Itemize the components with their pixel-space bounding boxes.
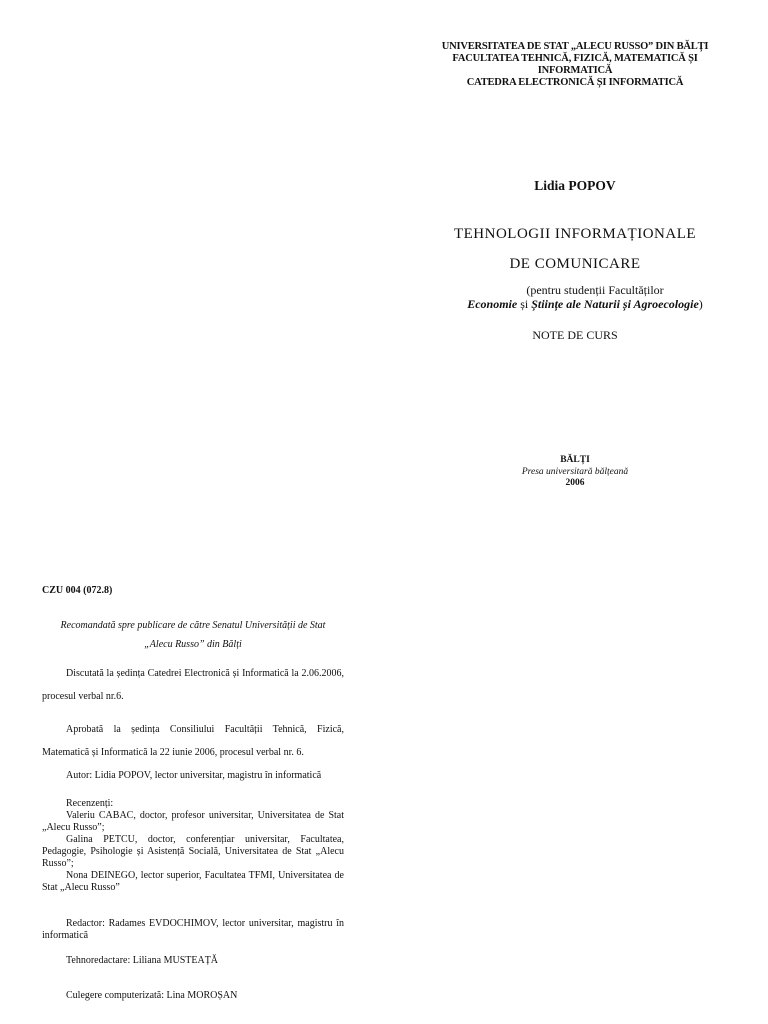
recommendation-line-1: Recomandată spre publicare de către Senatul Universității de Stat: [60, 620, 326, 631]
faculty-name-line1: FACULTATEA TEHNICĂ, FIZICĂ, MATEMATICĂ ȘI: [452, 53, 698, 64]
audience-close: ): [698, 297, 703, 311]
course-notes-label: NOTE DE CURS: [532, 328, 618, 342]
faculty-name-line2: INFORMATICĂ: [537, 65, 613, 76]
computer-input-credit: Culegere computerizată: Lina MOROȘAN: [66, 990, 238, 1001]
editor-credit: Redactor: Radames EVDOCHIMOV, lector universitar, magistru în informatică: [42, 918, 344, 941]
university-header: [420, 41, 730, 89]
publication-year: 2006: [565, 478, 585, 488]
title-line-2: DE COMUNICARE: [509, 256, 641, 272]
discussed-paragraph: Discutată la ședința Catedrei Electronică și Informatică la 2.06.2006, procesul verbal nr.6.: [42, 668, 344, 702]
audience-line-1: (pentru studenții Facultăților: [526, 283, 664, 297]
reviewer-2: Galina PETCU, doctor, conferențiar universitar, Facultatea, Pedagogie, Psihologie și Asistență Socială, Universitatea de Stat „Alecu Russo”;: [42, 834, 344, 869]
audience-economie: Economie: [467, 297, 518, 311]
reviewer-1: Valeriu CABAC, doctor, profesor universitar, Universitatea de Stat „Alecu Russo”;: [42, 810, 344, 833]
reviewers-label: Recenzenți:: [66, 798, 114, 809]
title-line-1: TEHNOLOGII INFORMAȚIONALE: [453, 226, 697, 242]
author-credit: Autor: Lidia POPOV, lector universitar, magistru în informatică: [66, 770, 322, 781]
author-name: Lidia POPOV: [534, 178, 616, 193]
department-name: CATEDRA ELECTRONICĂ ȘI INFORMATICĂ: [466, 77, 684, 88]
audience-stiinte: Științe ale Naturii și Agroecologie: [531, 297, 699, 311]
czu-code: CZU 004 (072.8): [42, 585, 113, 596]
reviewers: [42, 798, 344, 894]
approved-paragraph: Aprobată la ședința Consiliului Facultății Tehnică, Fizică, Matematică și Informatică la 22 iunie 2006, procesul verbal nr. 6.: [42, 724, 344, 758]
university-name: UNIVERSITATEA DE STAT „ALECU RUSSO” DIN BĂLȚI: [441, 41, 709, 52]
publisher: Presa universitară bălțeană: [521, 466, 629, 477]
typesetting-credit: Tehnoredactare: Liliana MUSTEAȚĂ: [66, 955, 219, 966]
recommendation: [42, 616, 344, 654]
audience-line-2: [420, 297, 750, 312]
reviewer-3: Nona DEINEGO, lector superior, Facultatea TFMI, Universitatea de Stat „Alecu Russo”: [42, 870, 344, 893]
recommendation-line-2: „Alecu Russo” din Bălți: [144, 639, 242, 650]
publication-city: BĂLȚI: [560, 455, 590, 465]
publication-info: [440, 455, 710, 490]
audience-si: și: [517, 297, 532, 311]
